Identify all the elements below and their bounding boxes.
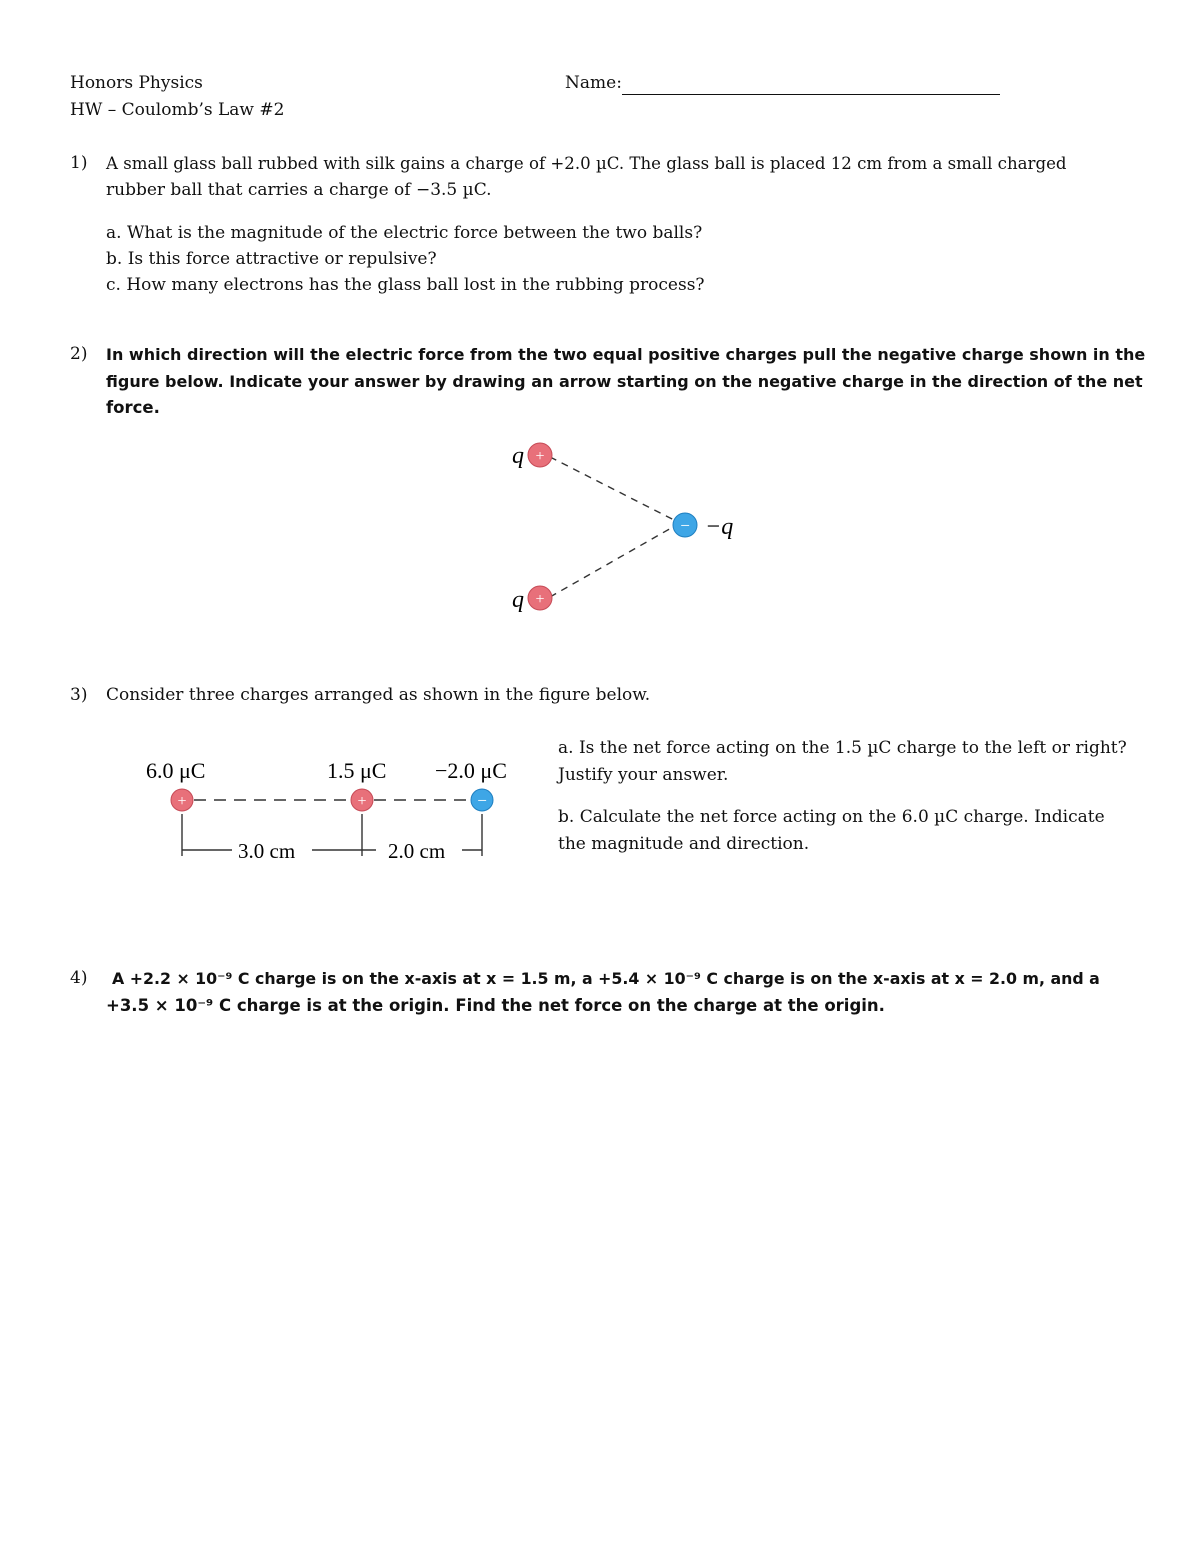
plus-icon: + <box>535 591 545 608</box>
charge2-label: 1.5 μC <box>327 758 387 783</box>
q4-text-line2: +3.5 × 10⁻⁹ C charge is at the origin. Find the net force on the charge at the origin. <box>106 996 885 1015</box>
name-field[interactable] <box>622 74 1000 95</box>
minus-icon: − <box>477 791 487 810</box>
plus-icon: + <box>357 793 367 810</box>
q2-number: 2) <box>70 344 88 364</box>
plus-icon: + <box>535 448 545 465</box>
q1-part-c: c. How many electrons has the glass ball lost in the rubbing process? <box>106 275 705 295</box>
charge3-label: −2.0 μC <box>435 758 507 783</box>
minus-icon: − <box>680 516 690 535</box>
positive-charge-bottom <box>528 586 552 610</box>
q3-part-b-line1: b. Calculate the net force acting on the 6.0 µC charge. Indicate <box>558 807 1105 827</box>
dashed-line-top <box>550 457 680 523</box>
q2-text-line1: In which direction will the electric force from the two equal positive charges pull the negative charge shown in the <box>106 345 1146 364</box>
positive-charge-1.5uC <box>351 789 373 811</box>
q1-text-line1: A small glass ball rubbed with silk gains a charge of +2.0 µC. The glass ball is placed 12 cm from a small charged <box>106 154 1067 173</box>
dist1-label: 3.0 cm <box>238 839 296 863</box>
q2-text-line3: force. <box>106 398 160 417</box>
q3-part-b-line2: the magnitude and direction. <box>558 834 810 854</box>
neg-q-label: −q <box>705 514 734 540</box>
dashed-line-bottom <box>550 523 680 597</box>
assignment-title: HW – Coulomb’s Law #2 <box>70 100 285 120</box>
q1-text-line2: rubber ball that carries a charge of −3.5 µC. <box>106 180 492 200</box>
name-label: Name: <box>565 73 622 93</box>
charge1-label: 6.0 μC <box>146 758 206 783</box>
q-top-label: q <box>512 443 524 469</box>
positive-charge-top <box>528 443 552 467</box>
negative-charge <box>673 513 697 537</box>
q2-text-line2: figure below. Indicate your answer by drawing an arrow starting on the negative charge in the direction of the net <box>106 372 1143 391</box>
q3-part-a-line2: Justify your answer. <box>558 765 729 785</box>
plus-icon: + <box>177 793 187 810</box>
q1-number: 1) <box>70 153 88 173</box>
q2-charge-figure <box>490 435 760 620</box>
q1-part-b: b. Is this force attractive or repulsive? <box>106 249 437 269</box>
q3-number: 3) <box>70 685 88 705</box>
q-bottom-label: q <box>512 587 524 613</box>
positive-charge-6uC <box>171 789 193 811</box>
q4-text-line1: A +2.2 × 10⁻⁹ C charge is on the x-axis at x = 1.5 m, a +5.4 × 10⁻⁹ C charge is on the x-axis at x = 2.0 m, and a <box>112 969 1100 988</box>
q3-charge-figure <box>140 752 540 867</box>
dist2-label: 2.0 cm <box>388 839 446 863</box>
q4-number: 4) <box>70 968 88 988</box>
course-title: Honors Physics <box>70 73 203 93</box>
q1-part-a: a. What is the magnitude of the electric force between the two balls? <box>106 223 703 243</box>
q3-text: Consider three charges arranged as shown in the figure below. <box>106 685 651 705</box>
q3-part-a-line1: a. Is the net force acting on the 1.5 µC charge to the left or right? <box>558 738 1127 758</box>
negative-charge-2uC <box>471 789 493 811</box>
